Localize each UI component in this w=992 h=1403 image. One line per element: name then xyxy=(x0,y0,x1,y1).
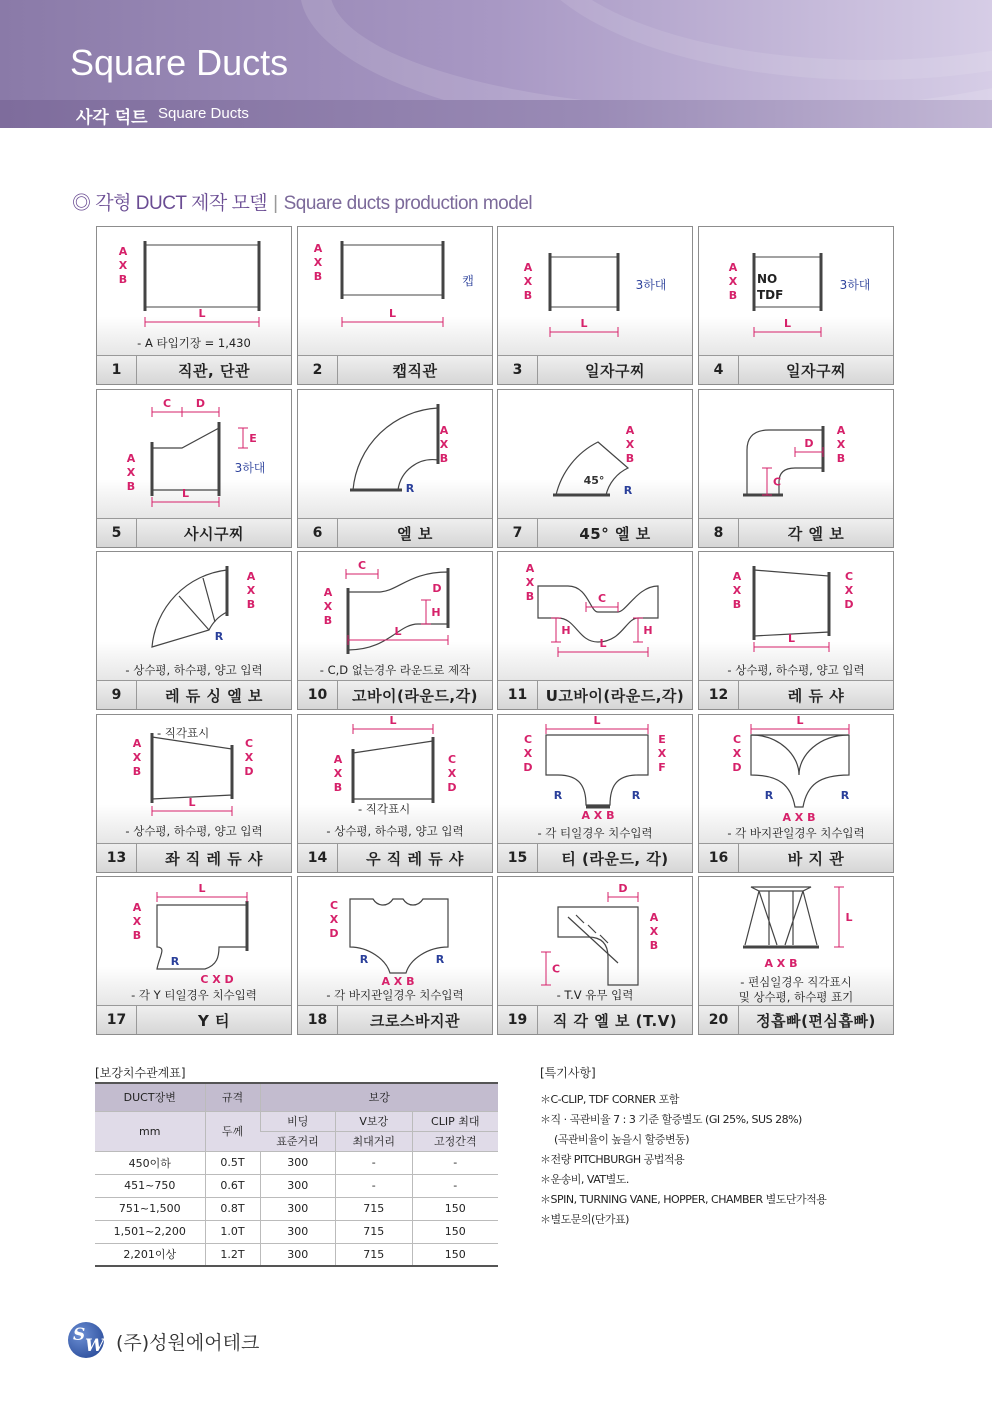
model-drawing xyxy=(298,715,492,843)
svg-text:C: C xyxy=(244,737,254,750)
model-name: 사시구찌 xyxy=(184,524,244,543)
svg-text:R: R xyxy=(435,953,445,966)
svg-text:B: B xyxy=(126,480,136,493)
svg-text:X: X xyxy=(333,767,343,780)
svg-text:X: X xyxy=(323,600,333,613)
svg-text:B: B xyxy=(313,270,323,283)
model-number: 20 xyxy=(699,1006,739,1034)
svg-text:X: X xyxy=(523,275,533,288)
model-number: 11 xyxy=(498,681,538,709)
svg-text:캡: 캡 xyxy=(462,274,474,288)
svg-text:R: R xyxy=(553,789,563,802)
th-beading: 비딩 xyxy=(260,1111,336,1131)
subtitle-korean: 사각 덕트 xyxy=(76,108,148,128)
svg-text:L: L xyxy=(181,487,190,500)
table-cell: 0.5T xyxy=(205,1151,260,1174)
svg-text:3하대: 3하대 xyxy=(234,461,266,475)
svg-text:R: R xyxy=(405,482,415,495)
sub-header-bar xyxy=(0,100,992,128)
th-mm: mm xyxy=(95,1111,205,1151)
svg-text:C: C xyxy=(597,592,607,605)
model-number: 8 xyxy=(699,519,739,547)
svg-text:X: X xyxy=(732,584,742,597)
svg-text:X: X xyxy=(447,767,457,780)
page-title: Square Ducts xyxy=(70,42,289,83)
model-cell-14 xyxy=(297,714,493,873)
svg-text:TDF: TDF xyxy=(757,288,784,302)
model-number: 1 xyxy=(97,356,137,384)
svg-text:A: A xyxy=(836,424,846,437)
model-number: 4 xyxy=(699,356,739,384)
svg-text:B: B xyxy=(439,452,449,465)
svg-text:B: B xyxy=(732,598,742,611)
svg-text:X: X xyxy=(313,256,323,269)
svg-text:B: B xyxy=(132,929,142,942)
svg-text:A: A xyxy=(732,570,742,583)
model-drawing xyxy=(498,877,692,1005)
svg-text:X: X xyxy=(732,747,742,760)
model-name: 우 직 레 듀 샤 xyxy=(366,849,464,868)
note-item: ＊직 · 곡관비율 7 : 3 기준 할증별도 (GI 25%, SUS 28%) xyxy=(540,1113,802,1126)
svg-text:- 직각표시: - 직각표시 xyxy=(358,802,411,816)
model-name: 크로스바지관 xyxy=(370,1011,460,1030)
svg-text:X: X xyxy=(132,751,142,764)
note-item: (곡관비율이 높을시 할증변동) xyxy=(554,1133,690,1146)
th-duct-side: DUCT장변 xyxy=(95,1083,205,1111)
model-cell-2 xyxy=(297,226,493,385)
svg-text:L: L xyxy=(796,715,804,727)
model-number: 13 xyxy=(97,844,137,872)
model-cell-11 xyxy=(497,551,693,710)
note-item: ＊C-CLIP, TDF CORNER 포함 xyxy=(540,1093,679,1106)
table-cell: 1,501~2,200 xyxy=(95,1220,205,1243)
table-row xyxy=(95,1197,498,1220)
model-note: - 편심일경우 직각표시 xyxy=(740,975,852,989)
svg-text:X: X xyxy=(118,259,128,272)
svg-text:L: L xyxy=(787,632,796,645)
svg-text:X: X xyxy=(329,913,339,926)
svg-text:L: L xyxy=(593,715,601,727)
svg-text:A: A xyxy=(132,737,142,750)
model-number: 6 xyxy=(298,519,338,547)
svg-text:A: A xyxy=(728,261,738,274)
model-name: 레 듀 싱 엘 보 xyxy=(165,686,263,705)
model-cell-15 xyxy=(497,714,693,873)
model-caption xyxy=(699,518,893,547)
model-caption xyxy=(298,355,492,384)
svg-text:L: L xyxy=(580,317,588,330)
model-cell-10 xyxy=(297,551,493,710)
model-caption xyxy=(498,355,692,384)
section-title-korean: ◎ 각형 DUCT 제작 모델 xyxy=(72,193,268,214)
svg-text:B: B xyxy=(728,289,738,302)
svg-text:X: X xyxy=(844,584,854,597)
model-note: - 상수평, 하수평, 양고 입력 xyxy=(326,824,464,838)
th-clip-2: 고정간격 xyxy=(412,1131,498,1151)
model-drawing xyxy=(699,227,893,355)
th-thickness: 두께 xyxy=(205,1111,260,1151)
svg-text:C: C xyxy=(772,475,782,489)
svg-text:L: L xyxy=(389,715,397,727)
svg-text:D: D xyxy=(195,397,206,410)
table-cell: 0.6T xyxy=(205,1174,260,1197)
subtitle-english: Square Ducts xyxy=(158,105,249,122)
model-number: 14 xyxy=(298,844,338,872)
svg-text:D: D xyxy=(329,927,339,940)
model-number: 12 xyxy=(699,681,739,709)
table-row xyxy=(95,1151,498,1174)
model-drawing xyxy=(699,715,893,843)
svg-text:X: X xyxy=(728,275,738,288)
svg-text:F: F xyxy=(658,761,666,774)
model-cell-18 xyxy=(297,876,493,1035)
table-cell: 300 xyxy=(260,1197,336,1220)
th-v-reinforce: V보강 xyxy=(336,1111,412,1131)
table-cell: 300 xyxy=(260,1174,336,1197)
svg-text:A: A xyxy=(525,562,535,575)
svg-text:B: B xyxy=(333,781,343,794)
table-cell: 150 xyxy=(412,1197,498,1220)
table-cell: - xyxy=(336,1151,412,1174)
model-number: 5 xyxy=(97,519,137,547)
model-cell-9 xyxy=(96,551,292,710)
svg-text:X: X xyxy=(244,751,254,764)
svg-text:A X B: A X B xyxy=(581,809,615,822)
svg-text:C: C xyxy=(551,962,561,976)
reinforcement-table xyxy=(95,1082,498,1267)
svg-text:A: A xyxy=(126,452,136,465)
model-name: 각 엘 보 xyxy=(787,524,845,543)
model-drawing xyxy=(699,390,893,518)
model-number: 9 xyxy=(97,681,137,709)
note-item: ＊SPIN, TURNING VANE, HOPPER, CHAMBER 별도단가적용 xyxy=(540,1193,827,1206)
model-caption xyxy=(298,843,492,872)
company-logo xyxy=(68,1322,104,1358)
model-number: 18 xyxy=(298,1006,338,1034)
svg-text:B: B xyxy=(649,939,659,952)
svg-text:A: A xyxy=(439,424,449,437)
th-spec: 규격 xyxy=(205,1083,260,1111)
svg-text:B: B xyxy=(523,289,533,302)
model-caption xyxy=(699,1005,893,1034)
table-cell: 150 xyxy=(412,1243,498,1266)
model-cell-13 xyxy=(96,714,292,873)
model-name: 캡직관 xyxy=(392,361,438,380)
model-caption xyxy=(298,1005,492,1034)
svg-text:X: X xyxy=(126,466,136,479)
model-drawing xyxy=(699,552,893,680)
model-caption xyxy=(298,680,492,709)
model-drawing xyxy=(498,227,692,355)
svg-text:C: C xyxy=(447,753,457,766)
note-item: ＊별도문의(단가표) xyxy=(540,1213,629,1226)
model-name: 레 듀 샤 xyxy=(787,686,845,705)
model-note: - C,D 없는경우 라운드로 제작 xyxy=(319,663,471,677)
svg-text:3하대: 3하대 xyxy=(839,278,871,292)
note-item: ＊운송비, VAT별도. xyxy=(540,1173,629,1186)
svg-text:H: H xyxy=(561,624,571,637)
svg-text:L: L xyxy=(783,317,792,330)
table-cell: 450이하 xyxy=(95,1151,205,1174)
svg-text:C: C xyxy=(357,559,367,572)
svg-text:C: C xyxy=(329,899,339,912)
svg-text:X: X xyxy=(625,438,635,451)
model-name: U고바이(라운드,각) xyxy=(545,686,685,705)
table-cell: 300 xyxy=(260,1220,336,1243)
svg-text:B: B xyxy=(246,598,256,611)
model-drawing xyxy=(298,227,492,355)
svg-text:A X B: A X B xyxy=(764,957,798,970)
svg-text:3하대: 3하대 xyxy=(635,278,667,292)
model-name: 일자구찌 xyxy=(786,361,846,380)
svg-text:A: A xyxy=(313,242,323,255)
model-number: 17 xyxy=(97,1006,137,1034)
model-drawing xyxy=(498,390,692,518)
table-cell: - xyxy=(412,1151,498,1174)
table-row xyxy=(95,1174,498,1197)
table-cell: 2,201이상 xyxy=(95,1243,205,1266)
table-cell: 150 xyxy=(412,1220,498,1243)
svg-text:B: B xyxy=(525,590,535,603)
svg-text:H: H xyxy=(431,606,441,619)
svg-text:L: L xyxy=(845,911,853,924)
svg-text:NO: NO xyxy=(757,272,778,286)
table-cell: 451~750 xyxy=(95,1174,205,1197)
svg-text:A: A xyxy=(333,753,343,766)
svg-text:A: A xyxy=(118,245,128,258)
model-drawing xyxy=(97,552,291,680)
model-drawing xyxy=(97,877,291,1005)
model-name: Y 티 xyxy=(197,1011,231,1030)
svg-text:C: C xyxy=(162,397,172,410)
model-name: 좌 직 레 듀 샤 xyxy=(165,849,263,868)
svg-text:L: L xyxy=(198,882,206,895)
model-cell-6 xyxy=(297,389,493,548)
table-cell: 751~1,500 xyxy=(95,1197,205,1220)
model-note-2: 및 상수평, 하수평 표기 xyxy=(738,990,854,1004)
model-number: 3 xyxy=(498,356,538,384)
model-note: - 상수평, 하수평, 양고 입력 xyxy=(125,663,263,677)
model-drawing xyxy=(498,715,692,843)
svg-text:A: A xyxy=(323,586,333,599)
model-drawing xyxy=(298,390,492,518)
model-drawing xyxy=(97,227,291,355)
svg-text:L: L xyxy=(198,307,206,320)
model-name: 엘 보 xyxy=(397,524,433,543)
svg-text:A: A xyxy=(132,901,142,914)
model-name: 정흡빠(편심흡빠) xyxy=(756,1011,876,1030)
section-title xyxy=(72,188,532,215)
svg-text:R: R xyxy=(623,484,633,497)
svg-text:D: D xyxy=(244,765,254,778)
th-beading-2: 표준거리 xyxy=(260,1131,336,1151)
model-note: - 각 티일경우 치수입력 xyxy=(537,826,653,840)
model-number: 19 xyxy=(498,1006,538,1034)
model-cell-20 xyxy=(698,876,894,1035)
model-drawing xyxy=(498,552,692,680)
model-cell-1 xyxy=(96,226,292,385)
svg-text:R: R xyxy=(214,630,224,643)
th-v-reinforce-2: 최대거리 xyxy=(336,1131,412,1151)
model-number: 10 xyxy=(298,681,338,709)
model-caption xyxy=(699,843,893,872)
svg-text:B: B xyxy=(836,452,846,465)
svg-text:D: D xyxy=(844,598,854,611)
svg-text:A X B: A X B xyxy=(381,975,415,988)
model-cell-5 xyxy=(96,389,292,548)
svg-text:B: B xyxy=(323,614,333,627)
svg-text:X: X xyxy=(525,576,535,589)
svg-text:R: R xyxy=(359,953,369,966)
model-note: - T.V 유무 입력 xyxy=(556,988,634,1002)
section-title-separator: | xyxy=(273,193,278,214)
model-name: 일자구찌 xyxy=(585,361,645,380)
svg-text:D: D xyxy=(523,761,533,774)
model-name: 45° 엘 보 xyxy=(579,524,651,543)
model-caption xyxy=(97,843,291,872)
table-cell: 715 xyxy=(336,1220,412,1243)
table-cell: 715 xyxy=(336,1243,412,1266)
model-drawing xyxy=(699,877,893,1005)
model-note: - 각 Y 티일경우 치수입력 xyxy=(131,988,257,1002)
svg-text:C X D: C X D xyxy=(200,973,234,986)
svg-text:A: A xyxy=(625,424,635,437)
table-cell: 300 xyxy=(260,1151,336,1174)
svg-text:R: R xyxy=(764,789,774,802)
model-number: 7 xyxy=(498,519,538,547)
svg-text:X: X xyxy=(132,915,142,928)
model-name: 직관, 단관 xyxy=(178,361,250,380)
model-note: - A 타입기장 = 1,430 xyxy=(137,336,251,350)
model-caption xyxy=(498,843,692,872)
model-note: - 상수평, 하수평, 양고 입력 xyxy=(125,824,263,838)
svg-text:A: A xyxy=(246,570,256,583)
model-caption xyxy=(97,355,291,384)
svg-text:B: B xyxy=(132,765,142,778)
model-caption xyxy=(498,1005,692,1034)
model-cell-19 xyxy=(497,876,693,1035)
model-caption xyxy=(298,518,492,547)
svg-text:L: L xyxy=(599,637,607,650)
table-cell: 1.2T xyxy=(205,1243,260,1266)
svg-text:L: L xyxy=(188,796,196,809)
th-reinforce: 보강 xyxy=(260,1083,498,1111)
model-drawing xyxy=(298,877,492,1005)
model-caption xyxy=(699,680,893,709)
model-caption xyxy=(498,518,692,547)
svg-text:R: R xyxy=(840,789,850,802)
svg-text:L: L xyxy=(388,307,397,320)
model-number: 2 xyxy=(298,356,338,384)
model-cell-16 xyxy=(698,714,894,873)
section-title-english: Square ducts production model xyxy=(283,193,533,214)
model-note: - 각 바지관일경우 치수입력 xyxy=(727,826,865,840)
svg-text:B: B xyxy=(118,273,128,286)
svg-text:B: B xyxy=(625,452,635,465)
header-banner xyxy=(0,0,992,100)
model-caption xyxy=(699,355,893,384)
th-clip: CLIP 최대 xyxy=(412,1111,498,1131)
svg-text:A: A xyxy=(523,261,533,274)
svg-text:C: C xyxy=(523,733,533,746)
table-row xyxy=(95,1243,498,1266)
model-caption xyxy=(97,518,291,547)
svg-text:45°: 45° xyxy=(583,474,605,487)
logo-letter-w: W xyxy=(85,1336,105,1356)
note-item: ＊전량 PITCHBURGH 공법적용 xyxy=(540,1153,685,1166)
model-cell-12 xyxy=(698,551,894,710)
model-number: 16 xyxy=(699,844,739,872)
table-row xyxy=(95,1220,498,1243)
model-cell-8 xyxy=(698,389,894,548)
svg-text:C: C xyxy=(844,570,854,583)
model-cell-3 xyxy=(497,226,693,385)
notes-title: [특기사항] xyxy=(540,1066,596,1080)
svg-text:D: D xyxy=(804,437,814,450)
model-note: - 각 바지관일경우 치수입력 xyxy=(326,988,464,1002)
svg-text:D: D xyxy=(432,582,442,595)
table-cell: 715 xyxy=(336,1197,412,1220)
company-name: (주)성원에어테크 xyxy=(116,1332,260,1354)
logo-letter-s: S xyxy=(73,1325,86,1345)
table-cell: 0.8T xyxy=(205,1197,260,1220)
svg-text:A X B: A X B xyxy=(782,811,816,824)
svg-text:X: X xyxy=(439,438,449,451)
table-caption: [보강치수관계표] xyxy=(95,1066,186,1080)
model-drawing xyxy=(298,552,492,680)
model-number: 15 xyxy=(498,844,538,872)
table-cell: 1.0T xyxy=(205,1220,260,1243)
svg-text:X: X xyxy=(836,438,846,451)
model-name: 고바이(라운드,각) xyxy=(352,686,478,705)
svg-text:R: R xyxy=(631,789,641,802)
model-cell-4 xyxy=(698,226,894,385)
svg-text:A: A xyxy=(649,911,659,924)
svg-text:D: D xyxy=(447,781,457,794)
model-cell-17 xyxy=(96,876,292,1035)
svg-text:X: X xyxy=(649,925,659,938)
svg-text:X: X xyxy=(657,747,667,760)
svg-text:X: X xyxy=(523,747,533,760)
svg-text:D: D xyxy=(618,882,628,895)
svg-text:E: E xyxy=(658,733,666,746)
notes-list xyxy=(540,1090,826,1230)
svg-text:L: L xyxy=(394,625,402,638)
svg-text:H: H xyxy=(643,624,653,637)
svg-text:- 직각표시: - 직각표시 xyxy=(157,726,210,740)
model-drawing xyxy=(97,715,291,843)
model-caption xyxy=(97,1005,291,1034)
table-cell: - xyxy=(336,1174,412,1197)
svg-text:E: E xyxy=(249,432,257,445)
model-name: 티 (라운드, 각) xyxy=(561,849,669,868)
model-caption xyxy=(97,680,291,709)
svg-text:C: C xyxy=(732,733,742,746)
svg-text:X: X xyxy=(246,584,256,597)
model-name: 직 각 엘 보 (T.V) xyxy=(552,1011,678,1030)
table-cell: - xyxy=(412,1174,498,1197)
model-note: - 상수평, 하수평, 양고 입력 xyxy=(727,663,865,677)
model-name: 바 지 관 xyxy=(787,849,845,868)
model-cell-7 xyxy=(497,389,693,548)
svg-text:D: D xyxy=(732,761,742,774)
model-caption xyxy=(498,680,692,709)
table-cell: 300 xyxy=(260,1243,336,1266)
svg-text:R: R xyxy=(170,955,180,968)
model-drawing xyxy=(97,390,291,518)
